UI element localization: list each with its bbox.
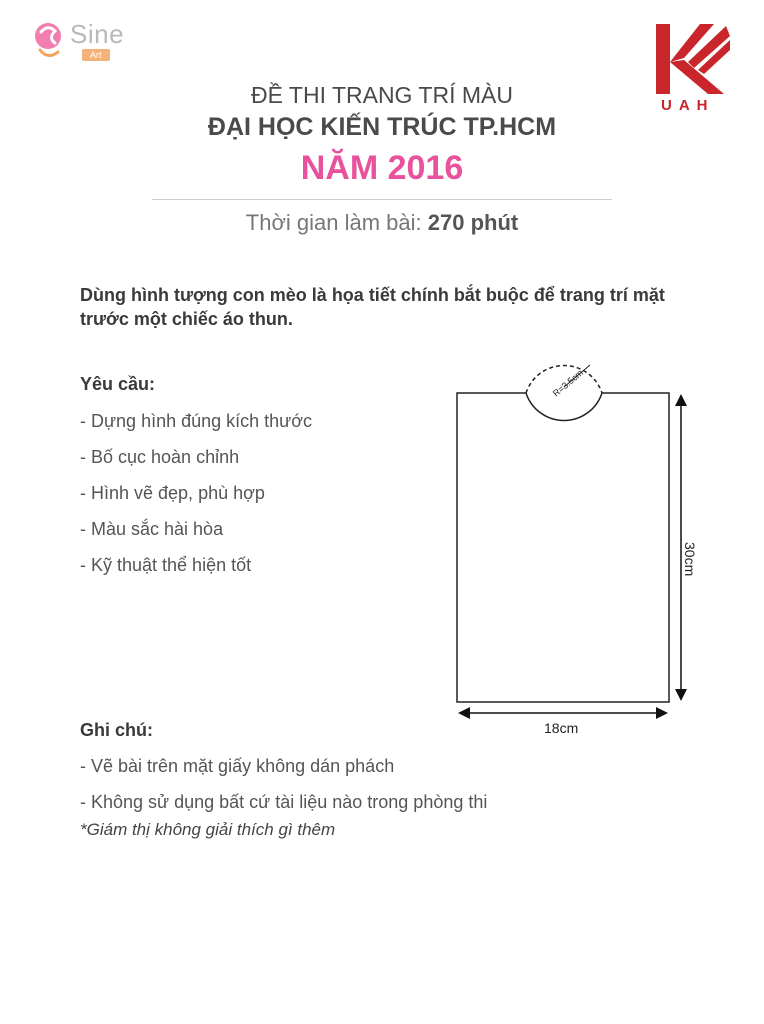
radius-label: R=3.5cm [550, 367, 586, 399]
height-label: 30cm [682, 542, 698, 577]
exam-prompt: Dùng hình tượng con mèo là họa tiết chính bắt buộc để trang trí mặt trước một chiếc áo thun. [80, 285, 665, 329]
tshirt-diagram [440, 345, 710, 745]
list-item: - Không sử dụng bất cứ tài liệu nào trong phòng thi [80, 792, 488, 812]
sine-swirl-icon [35, 23, 61, 56]
requirements-title: Yêu cầu: [80, 374, 156, 394]
exam-title: ĐỀ THI TRANG TRÍ MÀU [251, 82, 513, 108]
requirements-list [80, 409, 312, 589]
list-item: - Kỹ thuật thể hiện tốt [80, 555, 252, 575]
exam-time-label: Thời gian làm bài: [245, 210, 422, 235]
header-divider [152, 199, 612, 200]
exam-time-value: 270 phút [427, 210, 519, 235]
footnote: *Giám thị không giải thích gì thêm [80, 820, 336, 839]
exam-year: NĂM 2016 [300, 149, 464, 187]
sine-logo-text: Sine [70, 19, 125, 49]
list-item: - Hình vẽ đẹp, phù hợp [80, 483, 265, 503]
width-label: 18cm [544, 720, 579, 736]
notes-list [80, 754, 487, 826]
uah-logo-text: UAH [661, 97, 715, 114]
list-item: - Vẽ bài trên mặt giấy không dán phách [80, 756, 395, 776]
list-item: - Màu sắc hài hòa [80, 519, 224, 539]
exam-time [0, 210, 764, 236]
list-item: - Dựng hình đúng kích thước [80, 411, 313, 431]
notes-title: Ghi chú: [80, 720, 153, 740]
art-badge: Art [82, 49, 110, 61]
university-name: ĐẠI HỌC KIẾN TRÚC TP.HCM [207, 113, 557, 141]
list-item: - Bố cục hoàn chỉnh [80, 447, 240, 467]
shirt-outline [457, 393, 669, 702]
